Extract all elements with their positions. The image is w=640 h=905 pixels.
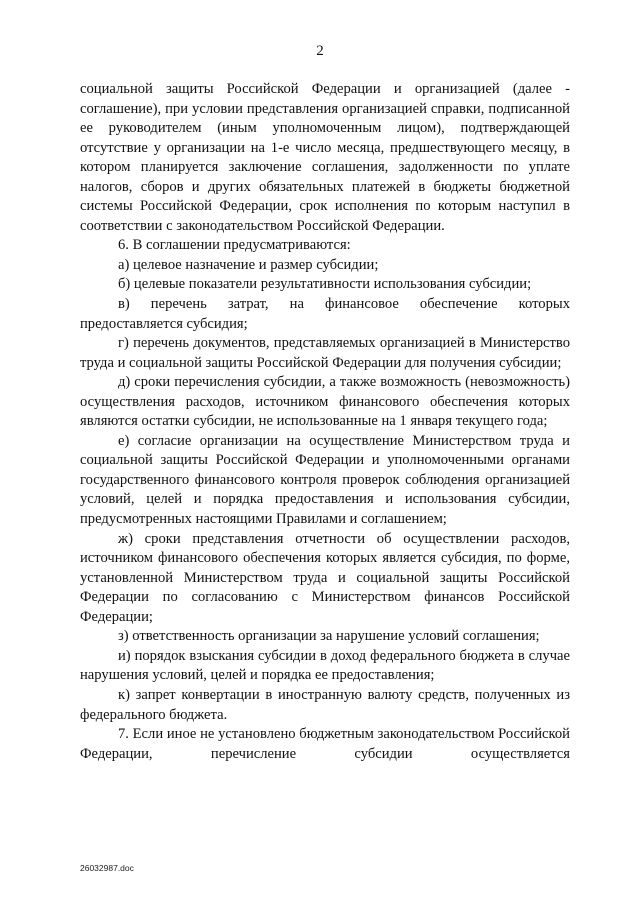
document-body [80,80,570,764]
list-item-d: д) сроки перечисления субсидии, а также возможность (невозможность) осуществления расходов, источником финансового обеспечения которых являются остатки субсидии, не использованные на 1 января текущего года; [80,374,570,430]
paragraph-continuation: социальной защиты Российской Федерации и организацией (далее - соглашение), при условии представления организацией справки, подписанной ее руководителем (иным уполномоченным лицом), подтверждающей отсутствие у организации на 1-е число месяца, предшествующего месяцу, в котором планируется заключение соглашения, задолженности по уплате налогов, сборов и других обязательных платежей в бюджеты бюджетной системы Российской Федерации, срок исполнения по которым наступил в соответствии с законодательством Российской Федерации. [80,81,570,234]
page-number: 2 [316,43,324,59]
list-item-z: з) ответственность организации за нарушение условий соглашения; [118,628,540,645]
list-item-zh: ж) сроки представления отчетности об осуществлении расходов, источником финансового обеспечения которых является субсидия, по форме, установленной Министерством труда и социальной защиты Российской Федерации по согласованию с Министерством финансов Российской Федерации; [80,530,570,625]
list-item-b: б) целевые показатели результативности использования субсидии; [118,276,532,293]
list-item-a: а) целевое назначение и размер субсидии; [118,256,379,273]
list-item-g: г) перечень документов, представляемых организацией в Министерство труда и социальной защиты Российской Федерации для получения субсидии; [80,335,570,371]
list-item-k: к) запрет конвертации в иностранную валюту средств, полученных из федерального бюджета. [80,686,570,723]
list-item-i: и) порядок взыскания субсидии в доход федерального бюджета в случае нарушения условий, целей и порядка ее предоставления; [80,647,570,684]
paragraph-item-6: 6. В соглашении предусматриваются: [118,237,351,254]
file-name-footer: 26032987.doc [80,863,134,873]
list-item-v: в) перечень затрат, на финансовое обеспечение которых предоставляется субсидия; [80,296,570,332]
list-item-e: е) согласие организации на осуществление Министерством труда и социальной защиты Российской Федерации и уполномоченными органами государственного финансового контроля проверок соблюдения организацией условий, целей и порядка предоставления и использования субсидии, предусмотренных настоящими Правилами и соглашением; [80,432,570,528]
paragraph-item-7: 7. Если иное не установлено бюджетным законодательством Российской Федерации, перечисление субсидии осуществляется [80,726,570,762]
